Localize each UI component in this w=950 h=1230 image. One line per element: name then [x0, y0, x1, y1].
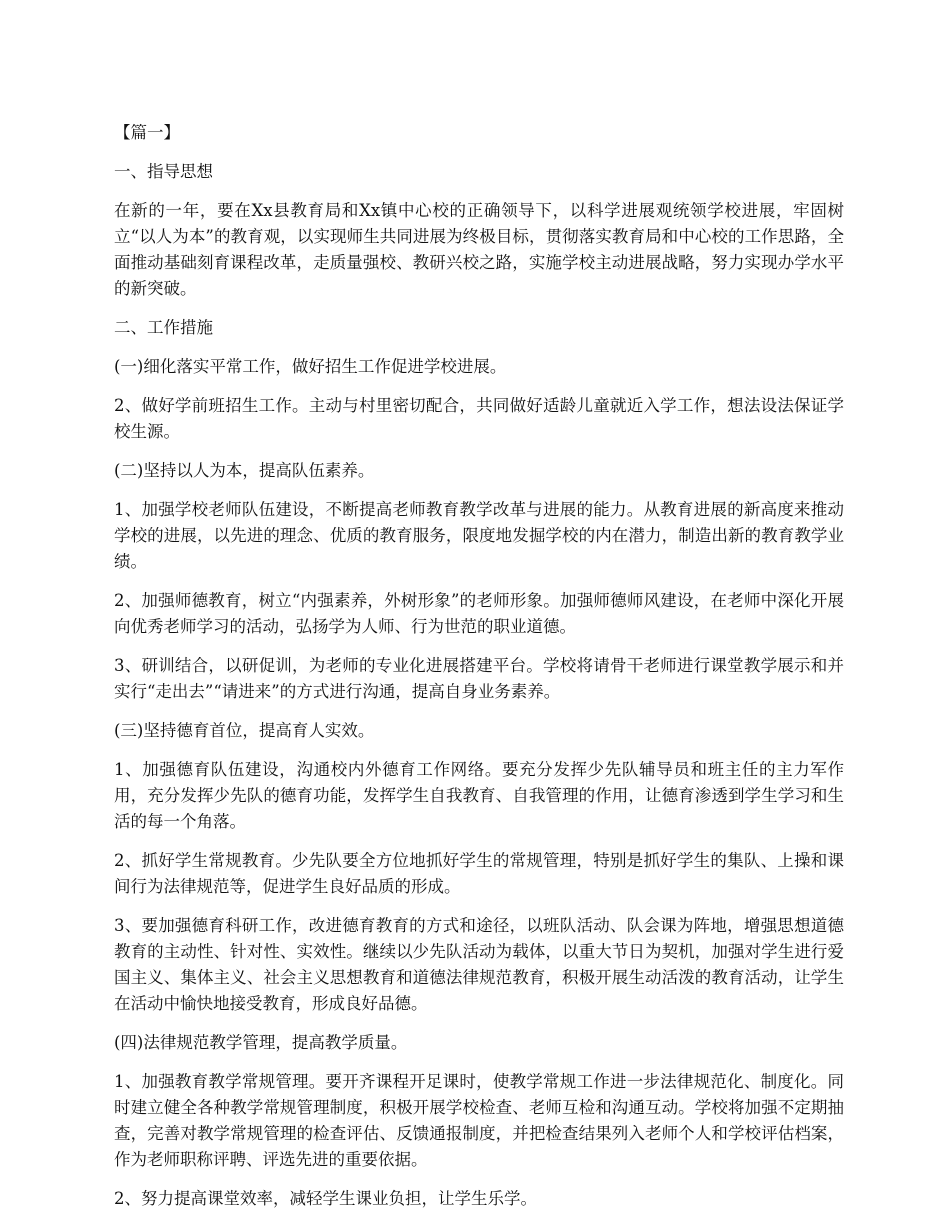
paragraph: 2、加强师德教育，树立“内强素养，外树形象”的老师形象。加强师德师风建设，在老师中深化开展向优秀老师学习的活动，弘扬学为人师、行为世范的职业道德。 [114, 591, 844, 636]
paragraph: 2、抓好学生常规教育。少先队要全方位地抓好学生的常规管理，特别是抓好学生的集队、上操和课间行为法律规范等，促进学生良好品质的形成。 [114, 851, 844, 896]
paragraph: 3、要加强德育科研工作，改进德育教育的方式和途径，以班队活动、队会课为阵地，增强思想道德教育的主动性、针对性、实效性。继续以少先队活动为载体，以重大节日为契机，加强对学生进行爱国主义、集体主义、社会主义思想教育和道德法律规范教育，积极开展生动活泼的教育活动，让学生在活动中愉快地接受教育，形成良好品德。 [114, 916, 844, 1013]
heading-work-measures: 二、工作措施 [114, 318, 213, 337]
heading-guiding-thought: 一、指导思想 [114, 162, 213, 181]
paragraph: 1、加强教育教学常规管理。要开齐课程开足课时，使教学常规工作进一步法律规范化、制度化。同时建立健全各种教学常规管理制度，积极开展学校检查、老师互检和沟通互动。学校将加强不定期抽查，完善对教学常规管理的检查评估、反馈通报制度，并把检查结果列入老师个人和学校评估档案，作为老师职称评聘、评选先进的重要依据。 [114, 1072, 844, 1169]
paragraph: 2、努力提高课堂效率，减轻学生课业负担，让学生乐学。 [114, 1189, 537, 1208]
subheading: (一)细化落实平常工作，做好招生工作促进学校进展。 [114, 357, 507, 376]
section-heading: 【篇一】 [114, 123, 180, 142]
paragraph: 2、做好学前班招生工作。主动与村里密切配合，共同做好适龄儿童就近入学工作，想法设法保证学校生源。 [114, 396, 844, 441]
paragraph: 1、加强学校老师队伍建设，不断提高老师教育教学改革与进展的能力。从教育进展的新高度来推动学校的进展，以先进的理念、优质的教育服务，限度地发掘学校的内在潜力，制造出新的教育教学业绩。 [114, 500, 844, 571]
document-body [114, 120, 844, 1225]
paragraph: 1、加强德育队伍建设，沟通校内外德育工作网络。要充分发挥少先队辅导员和班主任的主力军作用，充分发挥少先队的德育功能，发挥学生自我教育、自我管理的作用，让德育渗透到学生学习和生活的每一个角落。 [114, 760, 844, 831]
subheading: (二)坚持以人为本，提高队伍素养。 [114, 461, 375, 480]
paragraph: 在新的一年，要在Xx县教育局和Xx镇中心校的正确领导下，以科学进展观统领学校进展，牢固树立“以人为本”的教育观，以实现师生共同进展为终极目标，贯彻落实教育局和中心校的工作思路，全面推动基础刻育课程改革，走质量强校、教研兴校之路，实施学校主动进展战略，努力实现办学水平的新突破。 [114, 201, 844, 298]
subheading: (三)坚持德育首位，提高育人实效。 [114, 721, 375, 740]
paragraph: 3、研训结合，以研促训，为老师的专业化进展搭建平台。学校将请骨干老师进行课堂教学展示和并实行“走出去”“请进来”的方式进行沟通，提高自身业务素养。 [114, 656, 844, 701]
subheading: (四)法律规范教学管理，提高教学质量。 [114, 1033, 408, 1052]
